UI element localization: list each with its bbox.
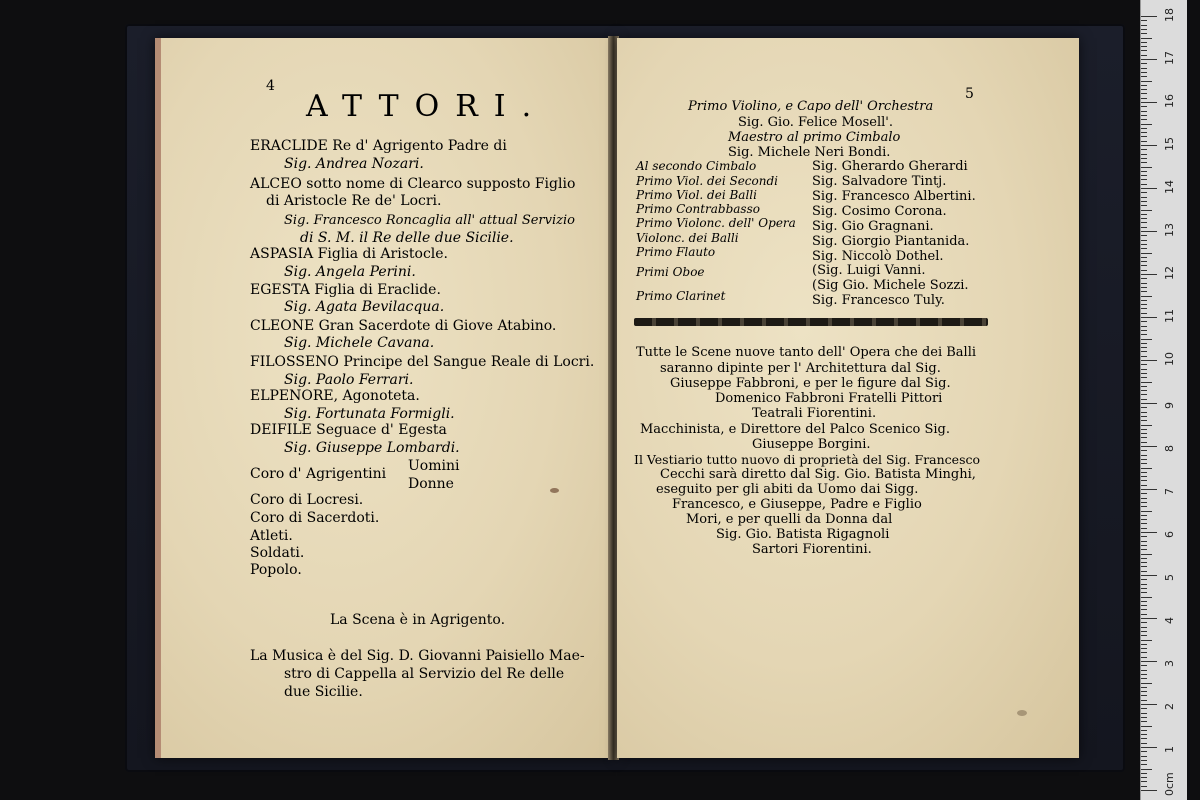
ruler-tick xyxy=(1141,188,1157,189)
right-page-number: 5 xyxy=(965,86,974,102)
chorus-line: Coro di Locresi. xyxy=(250,492,364,508)
ruler-tick xyxy=(1141,386,1147,387)
ruler-tick xyxy=(1141,652,1147,653)
ruler-label: 14 xyxy=(1163,180,1176,194)
ruler-tick xyxy=(1141,29,1147,30)
instrument-label: Primi Oboe xyxy=(636,265,705,279)
music-line: due Sicilie. xyxy=(284,684,363,700)
orchestra-line: Sig. Michele Neri Bondi. xyxy=(728,145,891,160)
ruler-tick xyxy=(1141,171,1147,172)
ruler-tick xyxy=(1141,678,1147,679)
musician-name: Sig. Cosimo Corona. xyxy=(812,204,947,219)
ink-stain xyxy=(550,488,559,493)
chorus-line: Donne xyxy=(408,476,454,492)
ruler-tick xyxy=(1141,597,1152,598)
ruler-tick xyxy=(1141,571,1147,572)
ruler-tick xyxy=(1141,433,1147,434)
ruler-tick xyxy=(1141,781,1147,782)
ruler-tick xyxy=(1141,210,1152,211)
ruler-tick xyxy=(1141,665,1147,666)
ruler-tick xyxy=(1141,485,1147,486)
ruler-tick xyxy=(1141,98,1147,99)
ruler-tick xyxy=(1141,154,1147,155)
ruler-tick xyxy=(1141,231,1157,232)
cast-line: DEIFILE Seguace d' Egesta xyxy=(250,422,447,438)
credits-line: Mori, e per quelli da Donna dal xyxy=(686,512,893,527)
cast-line: Sig. Angela Perini. xyxy=(284,264,416,280)
instrument-label: Primo Viol. dei Balli xyxy=(636,188,757,202)
instrument-label: Primo Viol. dei Secondi xyxy=(636,174,779,188)
ruler-label: 15 xyxy=(1163,137,1176,151)
ruler-tick xyxy=(1141,412,1147,413)
ruler-tick xyxy=(1141,536,1147,537)
ruler-tick xyxy=(1141,136,1147,137)
ruler-tick xyxy=(1141,429,1147,430)
cast-line: Sig. Agata Bevilacqua. xyxy=(284,299,445,315)
ruler-tick xyxy=(1141,102,1157,103)
ruler-tick xyxy=(1141,592,1147,593)
ruler-tick xyxy=(1141,235,1147,236)
ruler-tick xyxy=(1141,205,1147,206)
credits-line: saranno dipinte per l' Architettura dal Sig. xyxy=(660,361,941,376)
ruler-tick xyxy=(1141,339,1152,340)
ruler-tick xyxy=(1141,588,1147,589)
ruler-label: 12 xyxy=(1163,266,1176,280)
ruler-tick xyxy=(1141,695,1147,696)
ruler-tick xyxy=(1141,20,1147,21)
ruler-tick xyxy=(1141,59,1157,60)
ruler-label: 1 xyxy=(1163,746,1176,753)
ruler-tick xyxy=(1141,498,1147,499)
ruler-label: 3 xyxy=(1163,660,1176,667)
ruler-tick xyxy=(1141,334,1147,335)
ruler-tick xyxy=(1141,158,1147,159)
ruler-tick xyxy=(1141,25,1147,26)
cast-line: Sig. Andrea Nozari. xyxy=(284,156,424,172)
music-line: La Musica è del Sig. D. Giovanni Paisiello Mae- xyxy=(250,648,585,664)
ruler-tick xyxy=(1141,179,1147,180)
ruler-tick xyxy=(1141,640,1152,641)
musician-name: Sig. Gio Gragnani. xyxy=(812,219,934,234)
ruler-tick xyxy=(1141,201,1147,202)
ruler-tick xyxy=(1141,128,1147,129)
ruler-tick xyxy=(1141,627,1147,628)
ruler-tick xyxy=(1141,227,1147,228)
left-page-number: 4 xyxy=(266,78,275,94)
ruler-tick xyxy=(1141,437,1147,438)
ruler-tick xyxy=(1141,403,1157,404)
credits-line: Cecchi sarà diretto dal Sig. Gio. Batista Minghi, xyxy=(660,467,976,482)
ruler-tick xyxy=(1141,149,1147,150)
ruler-tick xyxy=(1141,618,1157,619)
page-title: ATTORI. xyxy=(306,89,548,124)
cast-line: EGESTA Figlia di Eraclide. xyxy=(250,282,441,298)
ruler-tick xyxy=(1141,734,1147,735)
ruler-tick xyxy=(1141,141,1147,142)
ruler-tick xyxy=(1141,760,1147,761)
ruler-tick xyxy=(1141,321,1147,322)
ruler-tick xyxy=(1141,68,1147,69)
orchestra-line: Maestro al primo Cimbalo xyxy=(728,130,901,145)
ruler-tick xyxy=(1141,614,1147,615)
ruler-label: 6 xyxy=(1163,531,1176,538)
ruler-tick xyxy=(1141,115,1147,116)
ruler-tick xyxy=(1141,296,1152,297)
ruler-tick xyxy=(1141,184,1147,185)
ruler-tick xyxy=(1141,399,1147,400)
ruler-tick xyxy=(1141,622,1147,623)
ruler-tick xyxy=(1141,222,1147,223)
ruler-tick xyxy=(1141,317,1157,318)
ruler-tick xyxy=(1141,670,1147,671)
cast-line: Sig. Giuseppe Lombardi. xyxy=(284,440,460,456)
musician-name: (Sig. Luigi Vanni. xyxy=(812,263,926,278)
cast-line: Sig. Paolo Ferrari. xyxy=(284,372,414,388)
ruler-tick xyxy=(1141,476,1147,477)
ruler-tick xyxy=(1141,330,1147,331)
ruler-tick xyxy=(1141,700,1147,701)
ruler-tick xyxy=(1141,304,1147,305)
ruler-tick xyxy=(1141,369,1147,370)
ruler-tick xyxy=(1141,532,1157,533)
ruler-tick xyxy=(1141,579,1147,580)
ruler-tick xyxy=(1141,162,1147,163)
ruler-tick xyxy=(1141,394,1147,395)
ruler-tick xyxy=(1141,33,1147,34)
credits-line: Giuseppe Borgini. xyxy=(752,437,871,452)
ruler-tick xyxy=(1141,463,1147,464)
ruler-tick xyxy=(1141,468,1152,469)
ruler-tick xyxy=(1141,274,1157,275)
chorus-line: Coro d' Agrigentini xyxy=(250,466,387,482)
ruler-tick xyxy=(1141,751,1147,752)
scene-line: La Scena è in Agrigento. xyxy=(330,612,506,628)
ruler-tick xyxy=(1141,786,1147,787)
ruler-tick xyxy=(1141,756,1147,757)
ruler-tick xyxy=(1141,351,1147,352)
credits-line: Macchinista, e Direttore del Palco Scenico Sig. xyxy=(640,422,951,437)
instrument-label: Primo Violonc. dell' Opera xyxy=(636,216,796,230)
credits-line: Francesco, e Giuseppe, Padre e Figlio xyxy=(672,497,922,512)
instrument-label: Al secondo Cimbalo xyxy=(636,159,757,173)
ruler-label: 10 xyxy=(1163,352,1176,366)
ruler-tick xyxy=(1141,450,1147,451)
ruler-tick xyxy=(1141,416,1147,417)
ruler-tick xyxy=(1141,261,1147,262)
chorus-line: Soldati. xyxy=(250,545,305,561)
ruler-tick xyxy=(1141,364,1147,365)
ruler-tick xyxy=(1141,106,1147,107)
ruler-tick xyxy=(1141,704,1157,705)
ruler-label: 13 xyxy=(1163,223,1176,237)
ruler-tick xyxy=(1141,218,1147,219)
ruler-tick xyxy=(1141,726,1152,727)
ruler-tick xyxy=(1141,764,1147,765)
cast-line: ALCEO sotto nome di Clearco supposto Figlio xyxy=(250,176,576,192)
ruler-tick xyxy=(1141,554,1152,555)
credits-line: eseguito per gli abiti da Uomo dai Sigg. xyxy=(656,482,919,497)
ruler-tick xyxy=(1141,111,1147,112)
ruler-tick xyxy=(1141,347,1147,348)
ruler-tick xyxy=(1141,661,1157,662)
ruler-tick xyxy=(1141,657,1147,658)
ruler-tick xyxy=(1141,687,1147,688)
ruler-label: 18 xyxy=(1163,8,1176,22)
instrument-label: Violonc. dei Balli xyxy=(636,231,739,245)
ruler-label: 5 xyxy=(1163,574,1176,581)
cast-line: CLEONE Gran Sacerdote di Giove Atabino. xyxy=(250,318,557,334)
measurement-ruler xyxy=(1140,0,1187,800)
ruler-tick xyxy=(1141,562,1147,563)
ruler-tick xyxy=(1141,373,1147,374)
ruler-tick xyxy=(1141,446,1157,447)
ruler-tick xyxy=(1141,119,1147,120)
ruler-tick xyxy=(1141,708,1147,709)
ruler-tick xyxy=(1141,717,1147,718)
ruler-tick xyxy=(1141,63,1147,64)
ruler-tick xyxy=(1141,790,1157,791)
ruler-tick xyxy=(1141,523,1147,524)
ruler-tick xyxy=(1141,674,1147,675)
ruler-tick xyxy=(1141,769,1152,770)
ruler-tick xyxy=(1141,511,1152,512)
ruler-tick xyxy=(1141,132,1147,133)
ruler-tick xyxy=(1141,459,1147,460)
ruler-tick xyxy=(1141,644,1147,645)
ruler-tick xyxy=(1141,313,1147,314)
cast-line: FILOSSENO Principe del Sangue Reale di Locri. xyxy=(250,354,595,370)
orchestra-line: Primo Violino, e Capo dell' Orchestra xyxy=(688,99,934,114)
ruler-tick xyxy=(1141,601,1147,602)
ruler-tick xyxy=(1141,584,1147,585)
ruler-tick xyxy=(1141,50,1147,51)
ruler-tick xyxy=(1141,493,1147,494)
ruler-tick xyxy=(1141,691,1147,692)
ruler-tick xyxy=(1141,648,1147,649)
ruler-tick xyxy=(1141,528,1147,529)
chorus-line: Popolo. xyxy=(250,562,302,578)
ruler-tick xyxy=(1141,270,1147,271)
ruler-tick xyxy=(1141,300,1147,301)
ruler-tick xyxy=(1141,81,1152,82)
ruler-tick xyxy=(1141,777,1147,778)
instrument-label: Primo Clarinet xyxy=(636,289,726,303)
ruler-tick xyxy=(1141,89,1147,90)
ruler-label: 7 xyxy=(1163,488,1176,495)
ruler-tick xyxy=(1141,631,1147,632)
ruler-tick xyxy=(1141,93,1147,94)
musician-name: Sig. Francesco Albertini. xyxy=(812,189,976,204)
ruler-tick xyxy=(1141,506,1147,507)
ruler-tick xyxy=(1141,773,1147,774)
cast-line: Sig. Fortunata Formigli. xyxy=(284,406,455,422)
ruler-tick xyxy=(1141,515,1147,516)
ruler-label: 16 xyxy=(1163,94,1176,108)
instrument-label: Primo Flauto xyxy=(636,245,716,259)
ruler-tick xyxy=(1141,72,1147,73)
ruler-tick xyxy=(1141,145,1157,146)
credits-line: Il Vestiario tutto nuovo di proprietà del Sig. Francesco xyxy=(634,452,981,467)
ruler-tick xyxy=(1141,382,1152,383)
ruler-tick xyxy=(1141,519,1147,520)
ruler-tick xyxy=(1141,420,1147,421)
cast-line: Sig. Francesco Roncaglia all' attual Servizio xyxy=(284,213,575,228)
ruler-tick xyxy=(1141,609,1147,610)
ruler-tick xyxy=(1141,635,1147,636)
chorus-line: Atleti. xyxy=(250,528,293,544)
ruler-tick xyxy=(1141,356,1147,357)
ruler-label: 9 xyxy=(1163,402,1176,409)
ruler-tick xyxy=(1141,721,1147,722)
ruler-label: 4 xyxy=(1163,617,1176,624)
ruler-tick xyxy=(1141,283,1147,284)
ruler-tick xyxy=(1141,265,1147,266)
printed-rule xyxy=(634,318,988,326)
ruler-tick xyxy=(1141,541,1147,542)
ruler-tick xyxy=(1141,124,1152,125)
musician-name: Sig. Salvadore Tintj. xyxy=(812,174,947,189)
musician-name: Sig. Niccolò Dothel. xyxy=(812,249,944,264)
credits-line: Teatrali Fiorentini. xyxy=(752,406,877,421)
credits-line: Domenico Fabbroni Fratelli Pittori xyxy=(715,391,943,406)
ruler-tick xyxy=(1141,407,1147,408)
ink-stain xyxy=(1017,710,1027,716)
ruler-label: 0cm xyxy=(1163,772,1176,796)
ruler-tick xyxy=(1141,713,1147,714)
instrument-label: Primo Contrabbasso xyxy=(636,202,760,216)
ruler-tick xyxy=(1141,549,1147,550)
cast-line: ERACLIDE Re d' Agrigento Padre di xyxy=(250,138,507,154)
ruler-tick xyxy=(1141,278,1147,279)
ruler-tick xyxy=(1141,738,1147,739)
ruler-label: 2 xyxy=(1163,703,1176,710)
ruler-tick xyxy=(1141,326,1147,327)
ruler-tick xyxy=(1141,425,1152,426)
musician-name: Sig. Francesco Tuly. xyxy=(812,293,945,308)
ruler-tick xyxy=(1141,55,1147,56)
cast-line: ASPASIA Figlia di Aristocle. xyxy=(250,246,448,262)
ruler-tick xyxy=(1141,747,1157,748)
ruler-label: 8 xyxy=(1163,445,1176,452)
ruler-tick xyxy=(1141,253,1152,254)
ruler-tick xyxy=(1141,442,1147,443)
ruler-tick xyxy=(1141,85,1147,86)
ruler-tick xyxy=(1141,214,1147,215)
ruler-tick xyxy=(1141,730,1147,731)
ruler-tick xyxy=(1141,558,1147,559)
ruler-tick xyxy=(1141,360,1157,361)
ruler-tick xyxy=(1141,76,1147,77)
musician-name: Sig. Gherardo Gherardi xyxy=(812,159,968,174)
chorus-line: Uomini xyxy=(408,458,460,474)
ruler-label: 17 xyxy=(1163,51,1176,65)
ruler-tick xyxy=(1141,472,1147,473)
chorus-line: Coro di Sacerdoti. xyxy=(250,510,380,526)
ruler-tick xyxy=(1141,480,1147,481)
ruler-tick xyxy=(1141,502,1147,503)
credits-line: Tutte le Scene nuove tanto dell' Opera che dei Balli xyxy=(636,345,977,360)
ruler-tick xyxy=(1141,377,1147,378)
ruler-tick xyxy=(1141,175,1147,176)
ruler-tick xyxy=(1141,42,1147,43)
ruler-tick xyxy=(1141,248,1147,249)
ruler-tick xyxy=(1141,38,1152,39)
ruler-tick xyxy=(1141,605,1147,606)
ruler-tick xyxy=(1141,291,1147,292)
musician-name: Sig. Giorgio Piantanida. xyxy=(812,234,970,249)
ruler-tick xyxy=(1141,566,1147,567)
cast-line: Sig. Michele Cavana. xyxy=(284,335,435,351)
ruler-tick xyxy=(1141,244,1147,245)
credits-line: Sig. Gio. Batista Rigagnoli xyxy=(716,527,890,542)
ruler-tick xyxy=(1141,743,1147,744)
ruler-tick xyxy=(1141,16,1157,17)
ruler-tick xyxy=(1141,257,1147,258)
ruler-tick xyxy=(1141,683,1152,684)
ruler-tick xyxy=(1141,575,1157,576)
music-line: stro di Cappella al Servizio del Re delle xyxy=(284,666,565,682)
ruler-tick xyxy=(1141,287,1147,288)
cast-line: ELPENORE, Agonoteta. xyxy=(250,388,420,404)
ruler-tick xyxy=(1141,197,1147,198)
ruler-tick xyxy=(1141,308,1147,309)
ruler-label: 11 xyxy=(1163,309,1176,323)
ruler-tick xyxy=(1141,46,1147,47)
ruler-tick xyxy=(1141,545,1147,546)
ruler-tick xyxy=(1141,390,1147,391)
cast-line: di Aristocle Re de' Locri. xyxy=(266,193,442,209)
ruler-tick xyxy=(1141,343,1147,344)
ruler-tick xyxy=(1141,489,1157,490)
credits-line: Giuseppe Fabbroni, e per le figure dal Sig. xyxy=(670,376,951,391)
musician-name: (Sig Gio. Michele Sozzi. xyxy=(812,278,969,293)
orchestra-line: Sig. Gio. Felice Mosell'. xyxy=(738,115,894,130)
cast-line: di S. M. il Re delle due Sicilie. xyxy=(300,230,514,246)
ruler-tick xyxy=(1141,240,1147,241)
ruler-tick xyxy=(1141,455,1147,456)
ruler-tick xyxy=(1141,192,1147,193)
ruler-tick xyxy=(1141,167,1152,168)
credits-line: Sartori Fiorentini. xyxy=(752,542,872,557)
